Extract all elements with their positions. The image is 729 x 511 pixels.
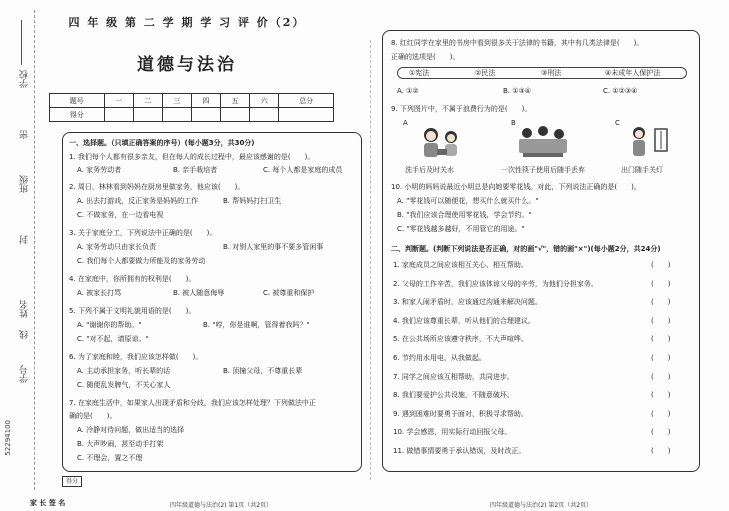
exam-header-title: 四 年 级 第 二 学 期 学 习 评 价（2） [68,16,306,29]
score-cell: 题号 [50,94,105,108]
score-cell: 二 [133,94,162,108]
section1-heading: 一、选择题。（只填正确答案的序号）(每小题3分，共30分) [69,139,255,147]
q2-option-a: A. 出去打游戏，反正家务是妈妈的工作 [77,197,199,205]
score-cell: 六 [250,94,279,108]
section1-box [62,132,362,472]
section2-heading: 二、判断题。(判断下列说法是否正确，对的画"√"，错的画"×")(每小题2分，共24分) [391,245,661,253]
judgment-item: 7. 同学之间应该互相帮助，共同进步。 [393,372,514,381]
question-1: 1. 我们每个人都有很多亲友，但在每人的成长过程中，最应该感谢的是( )。 [69,153,315,161]
score-table-value-row [50,108,334,122]
question-10: 10. 小明的妈妈说最近小明总是向她要零花钱。对此，下列说法正确的是( )。 [391,183,641,191]
question-4: 4. 在家庭中，你所拥有的权利是( )。 [69,275,196,283]
score-table-header-row [50,94,334,108]
q5-option-c: C. "对不起，请原谅。" [77,335,149,343]
judgment-answer-box[interactable]: ( ) [651,335,671,344]
score-input-cell[interactable] [221,108,250,122]
q10-option-b: B. "我们应该合理使用零花钱，学会节约。" [397,211,532,219]
right-page-footer: 四年级道德与法治(2) 第2页（共2页） [490,502,593,509]
judgment-item: 8. 我们要爱护公共设施，不随意破坏。 [393,391,514,400]
judgment-answer-box[interactable]: ( ) [651,391,671,400]
q3-option-b: B. 对别人家里的事不要多管闲事 [223,243,324,251]
judgment-item: 9. 遇到困难时要勇于面对，积极寻求帮助。 [393,409,528,418]
fold-line [370,40,371,480]
binding-seal-mark-2: 封 [20,235,30,244]
judgment-item: 4. 我们应该尊重长辈，听从他们的合理建议。 [393,316,535,325]
binding-seal-mark: 密 [20,130,30,139]
q9-label-a: A [403,119,408,127]
judgment-item: 6. 节约用水用电，从我做起。 [393,354,486,362]
score-input-cell[interactable] [191,108,220,122]
question-2: 2. 周日，林林看到妈妈在厨房里做家务，他应该( )。 [69,183,245,191]
binding-number-label: 学号 [20,365,30,383]
score-cell: 四 [191,94,220,108]
question-8-cont: 正确的选项是( )。 [391,53,460,61]
q4-option-b: B. 被人随意侮辱 [173,289,225,297]
judgment-answer-box[interactable]: ( ) [651,428,671,437]
question-9: 9. 下列图片中，不属于浪费行为的是( )。 [391,105,532,113]
q9-picture-b [515,123,571,161]
q6-option-a: A. 主动承担家务，听长辈的话 [77,367,171,375]
judgment-item: 10. 学会感恩，用实际行动回报父母。 [393,428,512,437]
judgment-item: 2. 父母的工作辛苦，我们应该体谅父母的辛劳，为他们分担家务。 [393,279,598,288]
question-8: 8. 红红同学在家里的书房中看到很多关于法律的书籍，其中有几类法律是( )。 [391,39,644,47]
score-cell: 三 [162,94,191,108]
judgment-answer-box[interactable]: ( ) [651,261,671,269]
q1-option-c: C. 每个人都是家庭的成员 [263,166,343,174]
q9-picture-a [413,123,469,161]
score-cell: 得分 [50,108,105,122]
q7-option-b: B. 大声吵闹，甚至动手打架 [77,440,164,448]
score-cell: 五 [221,94,250,108]
q9-picture-c [619,123,675,161]
question-3: 3. 关于家庭分工，下列说法中正确的是( )。 [69,229,217,237]
score-cell: 一 [104,94,133,108]
binding-dashed-line [34,10,35,490]
q3-option-c: C. 我们每个人都要做力所能及的家务劳动 [77,257,206,265]
question-6: 6. 为了家庭和睦，我们应该怎样做( )。 [69,353,203,361]
judgment-answer-box[interactable]: ( ) [651,298,671,307]
q10-option-a: A. "零花钱可以随便花，想买什么就买什么。" [397,197,539,205]
binding-school-label: 学校 [20,70,30,88]
q2-option-c: C. 不做家务，在一边看电视 [77,211,164,219]
binding-class-label: 班级 [20,175,30,193]
binding-margin [0,0,40,511]
q8-option-a: A. ①② [397,87,419,95]
score-input-cell[interactable] [250,108,279,122]
q7-option-c: C. 不理会，置之不理 [77,454,143,462]
right-page-box [382,30,700,472]
judgment-answer-box[interactable]: ( ) [651,279,671,288]
judgment-answer-box[interactable]: ( ) [651,354,671,362]
q9-label-c: C [615,119,620,127]
q6-option-b: B. 顶撞父母，不尊重长辈 [223,367,303,375]
q8-chip-2: ②民法 [475,69,496,77]
score-input-cell[interactable] [279,108,334,122]
q9-caption-c: 出门随手关灯 [621,166,663,174]
judgment-answer-box[interactable]: ( ) [651,316,671,325]
q4-option-a: A. 被家长打骂 [77,289,122,297]
judgment-item: 1. 家庭成员之间应该相互关心、相互帮助。 [393,261,528,269]
judgment-item: 3. 和家人闹矛盾时，应该通过沟通来解决问题。 [393,298,542,307]
question-5: 5. 下列不属于文明礼貌用语的是( )。 [69,307,196,315]
q1-option-b: B. 亲手栽培者 [173,166,218,174]
q8-chip-1: ①宪法 [409,69,430,77]
q6-option-c: C. 随便乱发脾气，不关心家人 [77,381,171,389]
parent-signature-label: 家 长 签 名 [30,499,66,507]
judgment-answer-box[interactable]: ( ) [651,409,671,418]
score-input-cell[interactable] [133,108,162,122]
q5-option-b: B. "哼，你是谁啊，管得着我吗？" [203,321,310,329]
question-7: 7. 在家庭生活中，如果家人出现矛盾和分歧，我们应该怎样处理？下列做法中正 [69,399,316,407]
q1-option-a: A. 家务劳动者 [77,166,122,174]
q9-label-b: B [511,119,516,127]
left-page-footer: 四年级道德与法治(2) 第1页（共2页） [170,502,273,509]
binding-code: 52294100 [4,420,12,456]
q8-option-c: C. ①②③④ [603,87,638,95]
q9-caption-b: 一次性筷子使用后随手丢弃 [501,166,585,174]
binding-school-line [21,20,22,65]
judgment-item: 5. 在公共场所应该遵守秩序，不大声喧哗。 [393,335,528,344]
left-score-tag [62,476,82,487]
q10-option-c: C. "零花钱越多越好，不用管它的用途。" [397,225,525,233]
score-input-cell[interactable] [104,108,133,122]
q4-option-c: C. 被尊重和保护 [263,289,315,297]
question-7-cont: 确的是( )。 [69,412,117,420]
binding-name-label: 姓名 [20,300,30,318]
q7-option-a: A. 冷静对待问题，做出适当的选择 [77,426,185,434]
judgment-answer-box[interactable]: ( ) [651,447,671,455]
q8-chip-4: ④未成年人保护法 [605,69,661,77]
subject-title: 道德与法治 [137,55,237,75]
q2-option-b: B. 帮妈妈打扫卫生 [223,197,282,205]
score-table [49,93,334,122]
q9-caption-a: 洗手后及时关水 [405,166,454,174]
q3-option-a: A. 家务劳动只由家长负责 [77,243,157,251]
score-cell: 总分 [279,94,334,108]
binding-seal-mark-3: 线 [20,330,30,339]
score-input-cell[interactable] [162,108,191,122]
q8-option-b: B. ①③④ [503,87,532,95]
q8-chip-3: ③刑法 [541,69,562,77]
q5-option-a: A. "谢谢你的帮助。" [77,321,142,329]
score-tag-label: 得分 [66,478,79,485]
judgment-answer-box[interactable]: ( ) [651,372,671,381]
judgment-item: 11. 做错事情要勇于承认错误，及时改正。 [393,447,526,455]
